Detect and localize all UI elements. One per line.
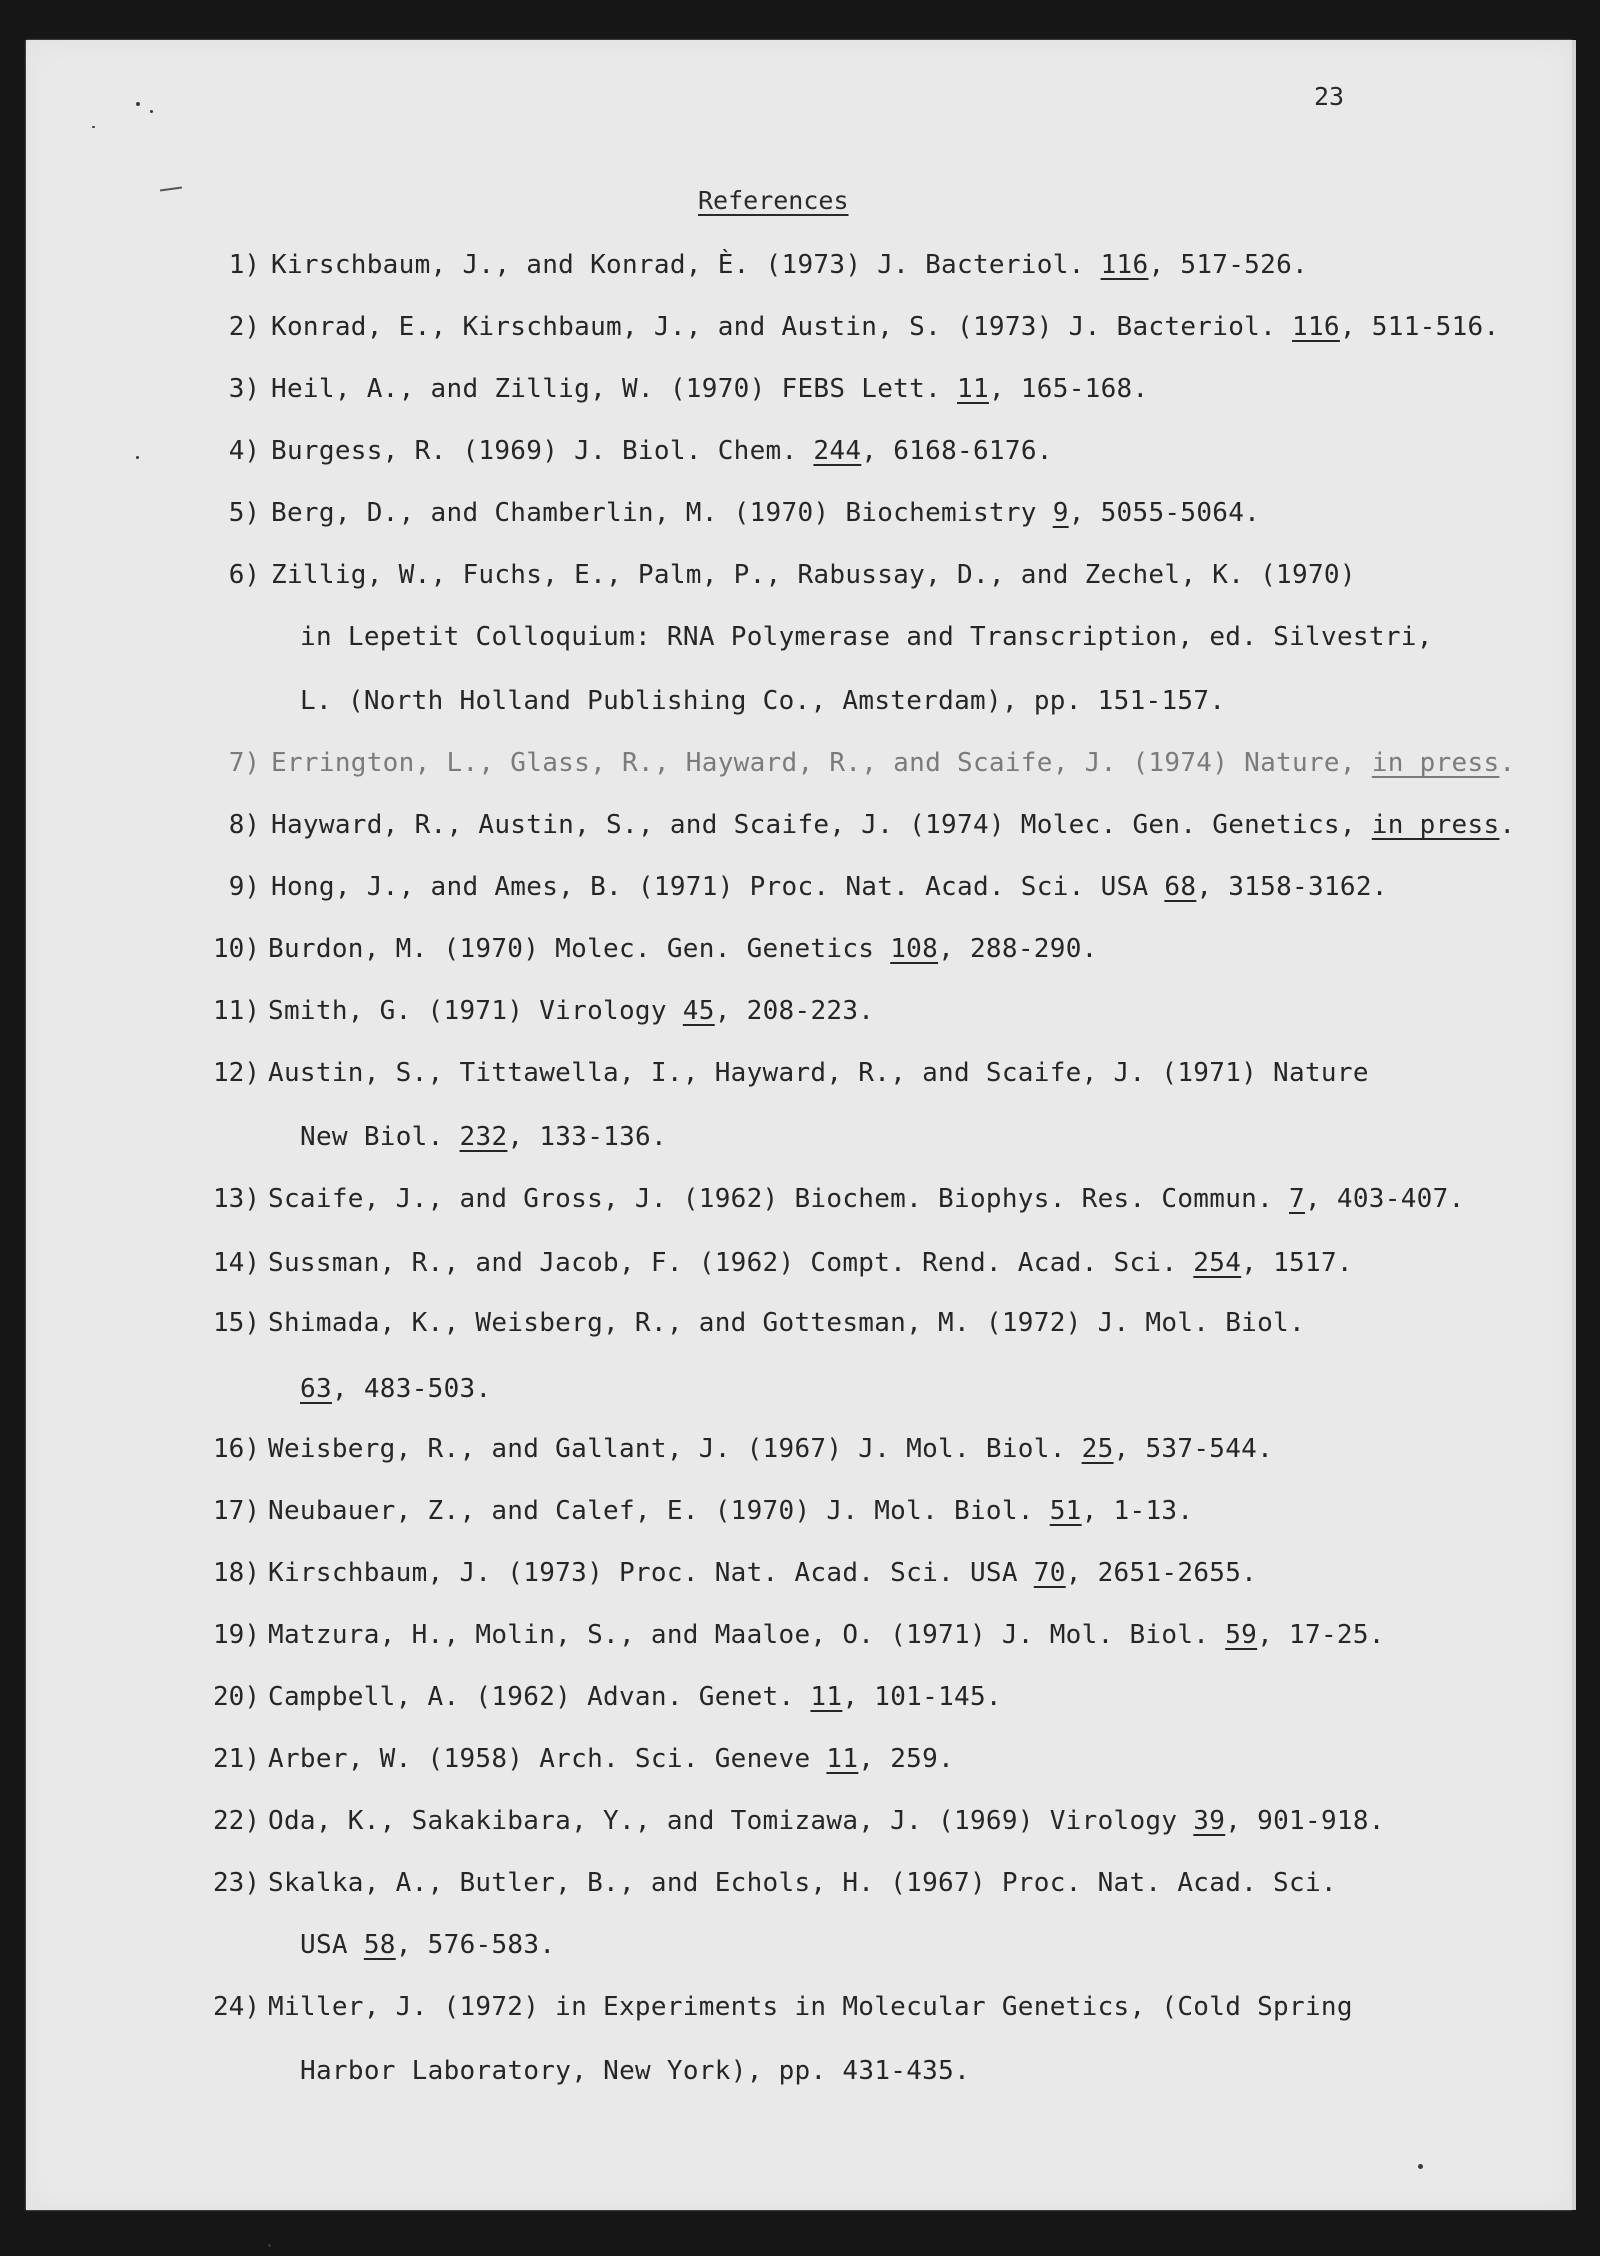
reference-number: 11) [213,996,260,1026]
reference-entry [268,1744,954,1774]
reference-number: 3) [228,374,260,404]
reference-entry [268,1992,1353,2022]
reference-number: 10) [213,934,260,964]
reference-continuation [300,1930,555,1960]
volume-underlined: 244 [813,436,862,466]
reference-entry [271,560,1356,590]
reference-entry [271,498,1260,528]
reference-text: New Biol. [300,1122,460,1152]
reference-continuation [300,1374,491,1404]
reference-text: Arber, W. (1958) Arch. Sci. Geneve [268,1744,827,1774]
reference-number: 12) [213,1058,260,1088]
reference-entry [268,1248,1353,1278]
reference-text: Neubauer, Z., and Calef, E. (1970) J. Mol. Biol. [268,1496,1050,1526]
reference-text: Oda, K., Sakakibara, Y., and Tomizawa, J. (1969) Virology [268,1806,1194,1836]
volume-underlined: 59 [1225,1620,1258,1650]
reference-text: Scaife, J., and Gross, J. (1962) Biochem. Biophys. Res. Commun. [268,1184,1290,1214]
reference-continuation [300,686,1225,716]
reference-pages: , 6168-6176. [861,436,1053,466]
volume-underlined: 11 [810,1682,843,1712]
reference-entry [268,1682,1002,1712]
volume-underlined: 11 [957,374,989,404]
reference-text: Smith, G. (1971) Virology [268,996,683,1026]
reference-number: 19) [213,1620,260,1650]
reference-text: Burgess, R. (1969) J. Biol. Chem. [271,436,814,466]
reference-pages: , 288-290. [938,934,1098,964]
reference-text: Heil, A., and Zillig, W. (1970) FEBS Lett. [271,374,957,404]
reference-text: Weisberg, R., and Gallant, J. (1967) J. Mol. Biol. [268,1434,1082,1464]
reference-number: 23) [213,1868,260,1898]
reference-pages: , 208-223. [714,996,875,1026]
reference-pages: , 1517. [1241,1248,1353,1278]
reference-pages: , 133-136. [507,1122,667,1152]
reference-pages: , 517-526. [1148,250,1308,280]
page-number: 23 [1314,82,1345,111]
reference-entry [271,312,1499,342]
reference-pages: , 3158-3162. [1196,872,1388,902]
reference-text: Miller, J. (1972) in Experiments in Molecular Genetics, (Cold Spring [268,1992,1353,2022]
volume-underlined: 68 [1164,872,1197,902]
reference-number: 17) [213,1496,260,1526]
reference-pages: . [1499,748,1516,778]
reference-text: Shimada, K., Weisberg, R., and Gottesman, M. (1972) J. Mol. Biol. [268,1308,1305,1338]
reference-number: 4) [228,436,260,466]
reference-pages: , 576-583. [395,1930,556,1960]
reference-number: 20) [213,1682,260,1712]
reference-text: Hong, J., and Ames, B. (1971) Proc. Nat. Acad. Sci. USA [271,872,1165,902]
reference-text: Campbell, A. (1962) Advan. Genet. [268,1682,811,1712]
reference-entry [268,1806,1385,1836]
reference-entry [268,1184,1465,1214]
reference-text: Matzura, H., Molin, S., and Maaloe, O. (1971) J. Mol. Biol. [268,1620,1226,1650]
volume-underlined: 11 [826,1744,859,1774]
reference-number: 9) [228,872,260,902]
volume-underlined: in press [1371,810,1500,840]
reference-text: Zillig, W., Fuchs, E., Palm, P., Rabussay, D., and Zechel, K. (1970) [271,560,1356,590]
reference-number: 16) [213,1434,260,1464]
reference-entry [271,872,1388,902]
reference-continuation [300,622,1433,652]
reference-pages: , 101-145. [842,1682,1002,1712]
reference-pages: , 403-407. [1304,1184,1465,1214]
volume-underlined: 45 [682,996,715,1026]
reference-text: Kirschbaum, J., and Konrad, È. (1973) J. Bacteriol. [271,250,1101,280]
reference-entry [268,1058,1369,1088]
volume-underlined: 254 [1193,1248,1242,1278]
reference-entry [271,374,1148,404]
reference-number: 24) [213,1992,260,2022]
reference-entry [271,810,1515,840]
reference-text: Konrad, E., Kirschbaum, J., and Austin, S. (1973) J. Bacteriol. [271,312,1293,342]
volume-underlined: 116 [1100,250,1149,280]
reference-pages: , 537-544. [1113,1434,1274,1464]
reference-entry [268,996,874,1026]
volume-underlined: 7 [1289,1184,1305,1214]
reference-pages: , 2651-2655. [1065,1558,1258,1588]
reference-pages: , 17-25. [1257,1620,1385,1650]
reference-number: 1) [228,250,260,280]
reference-continuation [300,2056,970,2086]
reference-pages: . [1499,810,1516,840]
reference-continuation [300,1122,667,1152]
reference-entry [271,250,1308,280]
reference-number: 5) [228,498,260,528]
reference-number: 7) [228,748,260,778]
reference-number: 15) [213,1308,260,1338]
volume-underlined: 108 [890,934,939,964]
volume-underlined: 39 [1193,1806,1226,1836]
reference-entry [268,1868,1337,1898]
reference-number: 8) [228,810,260,840]
reference-text: Burdon, M. (1970) Molec. Gen. Genetics [268,934,891,964]
reference-text: Berg, D., and Chamberlin, M. (1970) Biochemistry [271,498,1053,528]
volume-underlined: 232 [459,1122,508,1152]
volume-underlined: 51 [1049,1496,1082,1526]
page-title: References [698,186,849,215]
volume-underlined: 116 [1292,312,1340,342]
reference-text: Harbor Laboratory, New York), pp. 431-435. [300,2056,971,2086]
reference-number: 14) [213,1248,260,1278]
reference-pages: , 165-168. [988,374,1149,404]
reference-number: 18) [213,1558,260,1588]
reference-number: 13) [213,1184,260,1214]
reference-text: L. (North Holland Publishing Co., Amsterdam), pp. 151-157. [300,686,1226,716]
reference-number: 2) [228,312,260,342]
reference-pages: , 1-13. [1081,1496,1194,1526]
reference-entry [271,748,1515,778]
reference-text: Kirschbaum, J. (1973) Proc. Nat. Acad. Sci. USA [268,1558,1034,1588]
reference-entry [268,1558,1257,1588]
reference-number: 22) [213,1806,260,1836]
volume-underlined: 70 [1033,1558,1066,1588]
volume-underlined: 63 [300,1374,332,1404]
volume-underlined: 9 [1052,498,1069,528]
reference-entry [268,1308,1305,1338]
reference-entry [271,436,1053,466]
reference-entry [268,934,1098,964]
reference-text: Sussman, R., and Jacob, F. (1962) Compt. Rend. Acad. Sci. [268,1248,1194,1278]
reference-text: Errington, L., Glass, R., Hayward, R., and Scaife, J. (1974) Nature, [271,748,1372,778]
reference-text: Austin, S., Tittawella, I., Hayward, R., and Scaife, J. (1971) Nature [268,1058,1369,1088]
reference-pages: , 511-516. [1339,312,1500,342]
reference-text: USA [300,1930,364,1960]
reference-number: 21) [213,1744,260,1774]
reference-number: 6) [228,560,260,590]
volume-underlined: in press [1371,748,1500,778]
reference-entry [268,1620,1385,1650]
reference-text: in Lepetit Colloquium: RNA Polymerase and Transcription, ed. Silvestri, [300,622,1433,652]
volume-underlined: 58 [363,1930,396,1960]
volume-underlined: 25 [1081,1434,1114,1464]
reference-pages: , 483-503. [331,1374,492,1404]
reference-pages: , 901-918. [1225,1806,1385,1836]
reference-pages: , 5055-5064. [1068,498,1261,528]
reference-text: Skalka, A., Butler, B., and Echols, H. (1967) Proc. Nat. Acad. Sci. [268,1868,1337,1898]
reference-entry [268,1434,1273,1464]
reference-pages: , 259. [858,1744,955,1774]
reference-text: Hayward, R., Austin, S., and Scaife, J. (1974) Molec. Gen. Genetics, [271,810,1372,840]
reference-entry [268,1496,1193,1526]
